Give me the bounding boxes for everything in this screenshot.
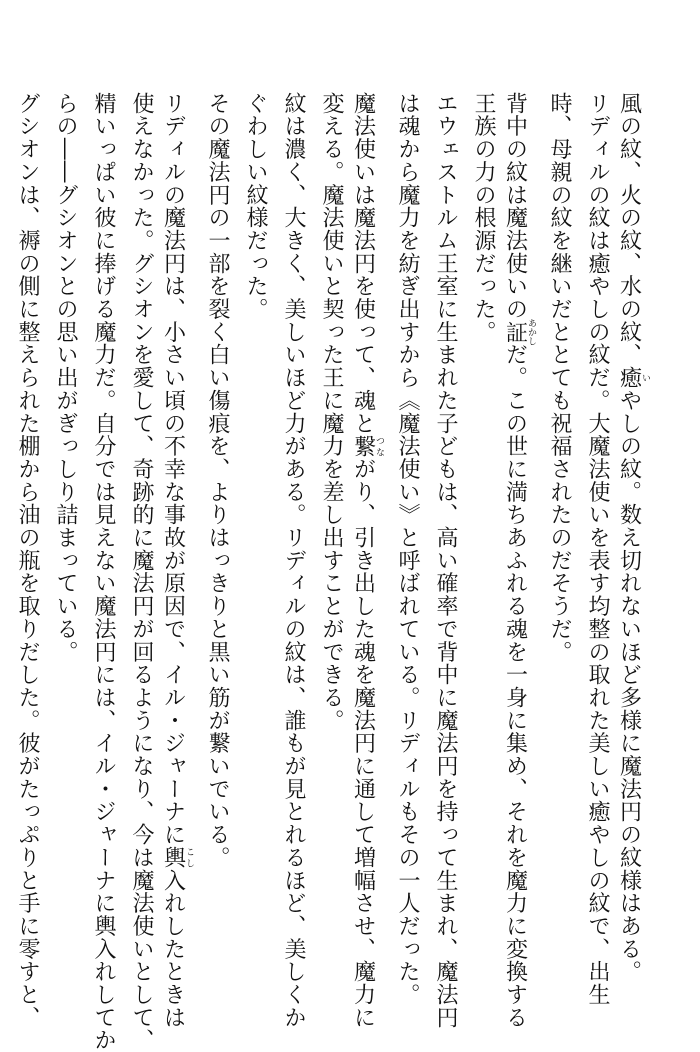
text-line: エウェストルム王室に生まれた子どもは、高い確率で背中に魔法円を持って生まれ、魔法円 [433,92,458,1029]
text-line: グシオンは、褥の側に整えられた棚から油の瓶を取りだした。彼がたっぷりと手に零すと、 [15,92,40,1029]
novel-page [15,92,672,1052]
text-line: 精いっぱい彼に捧げる魔力だ。自分では見えない魔法円には、イル・ジャーナに輿入れしてか [91,92,116,1052]
furigana-annotation: 癒い [616,366,650,390]
text-line: 風の紋、火の紋、水の紋、癒いやしの紋。数え切れないほど多様に魔法円の紋様はある。 [616,92,650,984]
text-line: 王族の力の根源だった。 [471,92,496,344]
text-line: その魔法円の一部を裂く白い傷痕を、よりはっきりと黒い筋が繋いでいる。 [205,92,230,869]
text-line: 紋は濃く、大きく、美しいほど力がある。リディルの紋は、誰もが見とれるほど、美しくか [281,92,306,1029]
text-line: らの――グシオンとの思い出がぎっしり詰まっている。 [53,92,78,664]
text-line: 変える。魔法使いと契った王に魔力を差し出すことができる。 [319,92,344,732]
text-line: リディルの紋は癒やしの紋だ。大魔法使いを表す均整の取れた美しい癒やしの紋で、出生 [585,92,610,1006]
furigana-annotation: 繋つな [350,434,384,458]
text-line: 時、母親の紋を継いだととても祝福されたのだそうだ。 [547,92,572,664]
text-line: 使えなかった。グシオンを愛して、奇跡的に魔法円が回るようになり、今は魔法使いとして、 [129,92,154,1052]
text-line: 背中の紋は魔法使いの証あかしだ。この世に満ちあふれる魂を一身に集め、それを魔力に変換する [502,92,536,1029]
text-line: 魔法使いは魔法円を使って、魂と繋つながり、引き出した魂を魔法円に通して増幅させ、魔力に [350,92,384,1029]
furigana-annotation: 輿こし [160,846,194,869]
furigana-annotation: 証あかし [502,318,536,346]
text-line: は魂から魔力を紡ぎ出すから《魔法使い》と呼ばれている。リディルもその一人だった。 [395,92,420,1006]
text-line: ぐわしい紋様だった。 [243,92,268,321]
text-line: リディルの魔法円は、小さい頃の不幸な事故が原因で、イル・ジャーナに輿こし入れしたときは [160,92,194,1029]
